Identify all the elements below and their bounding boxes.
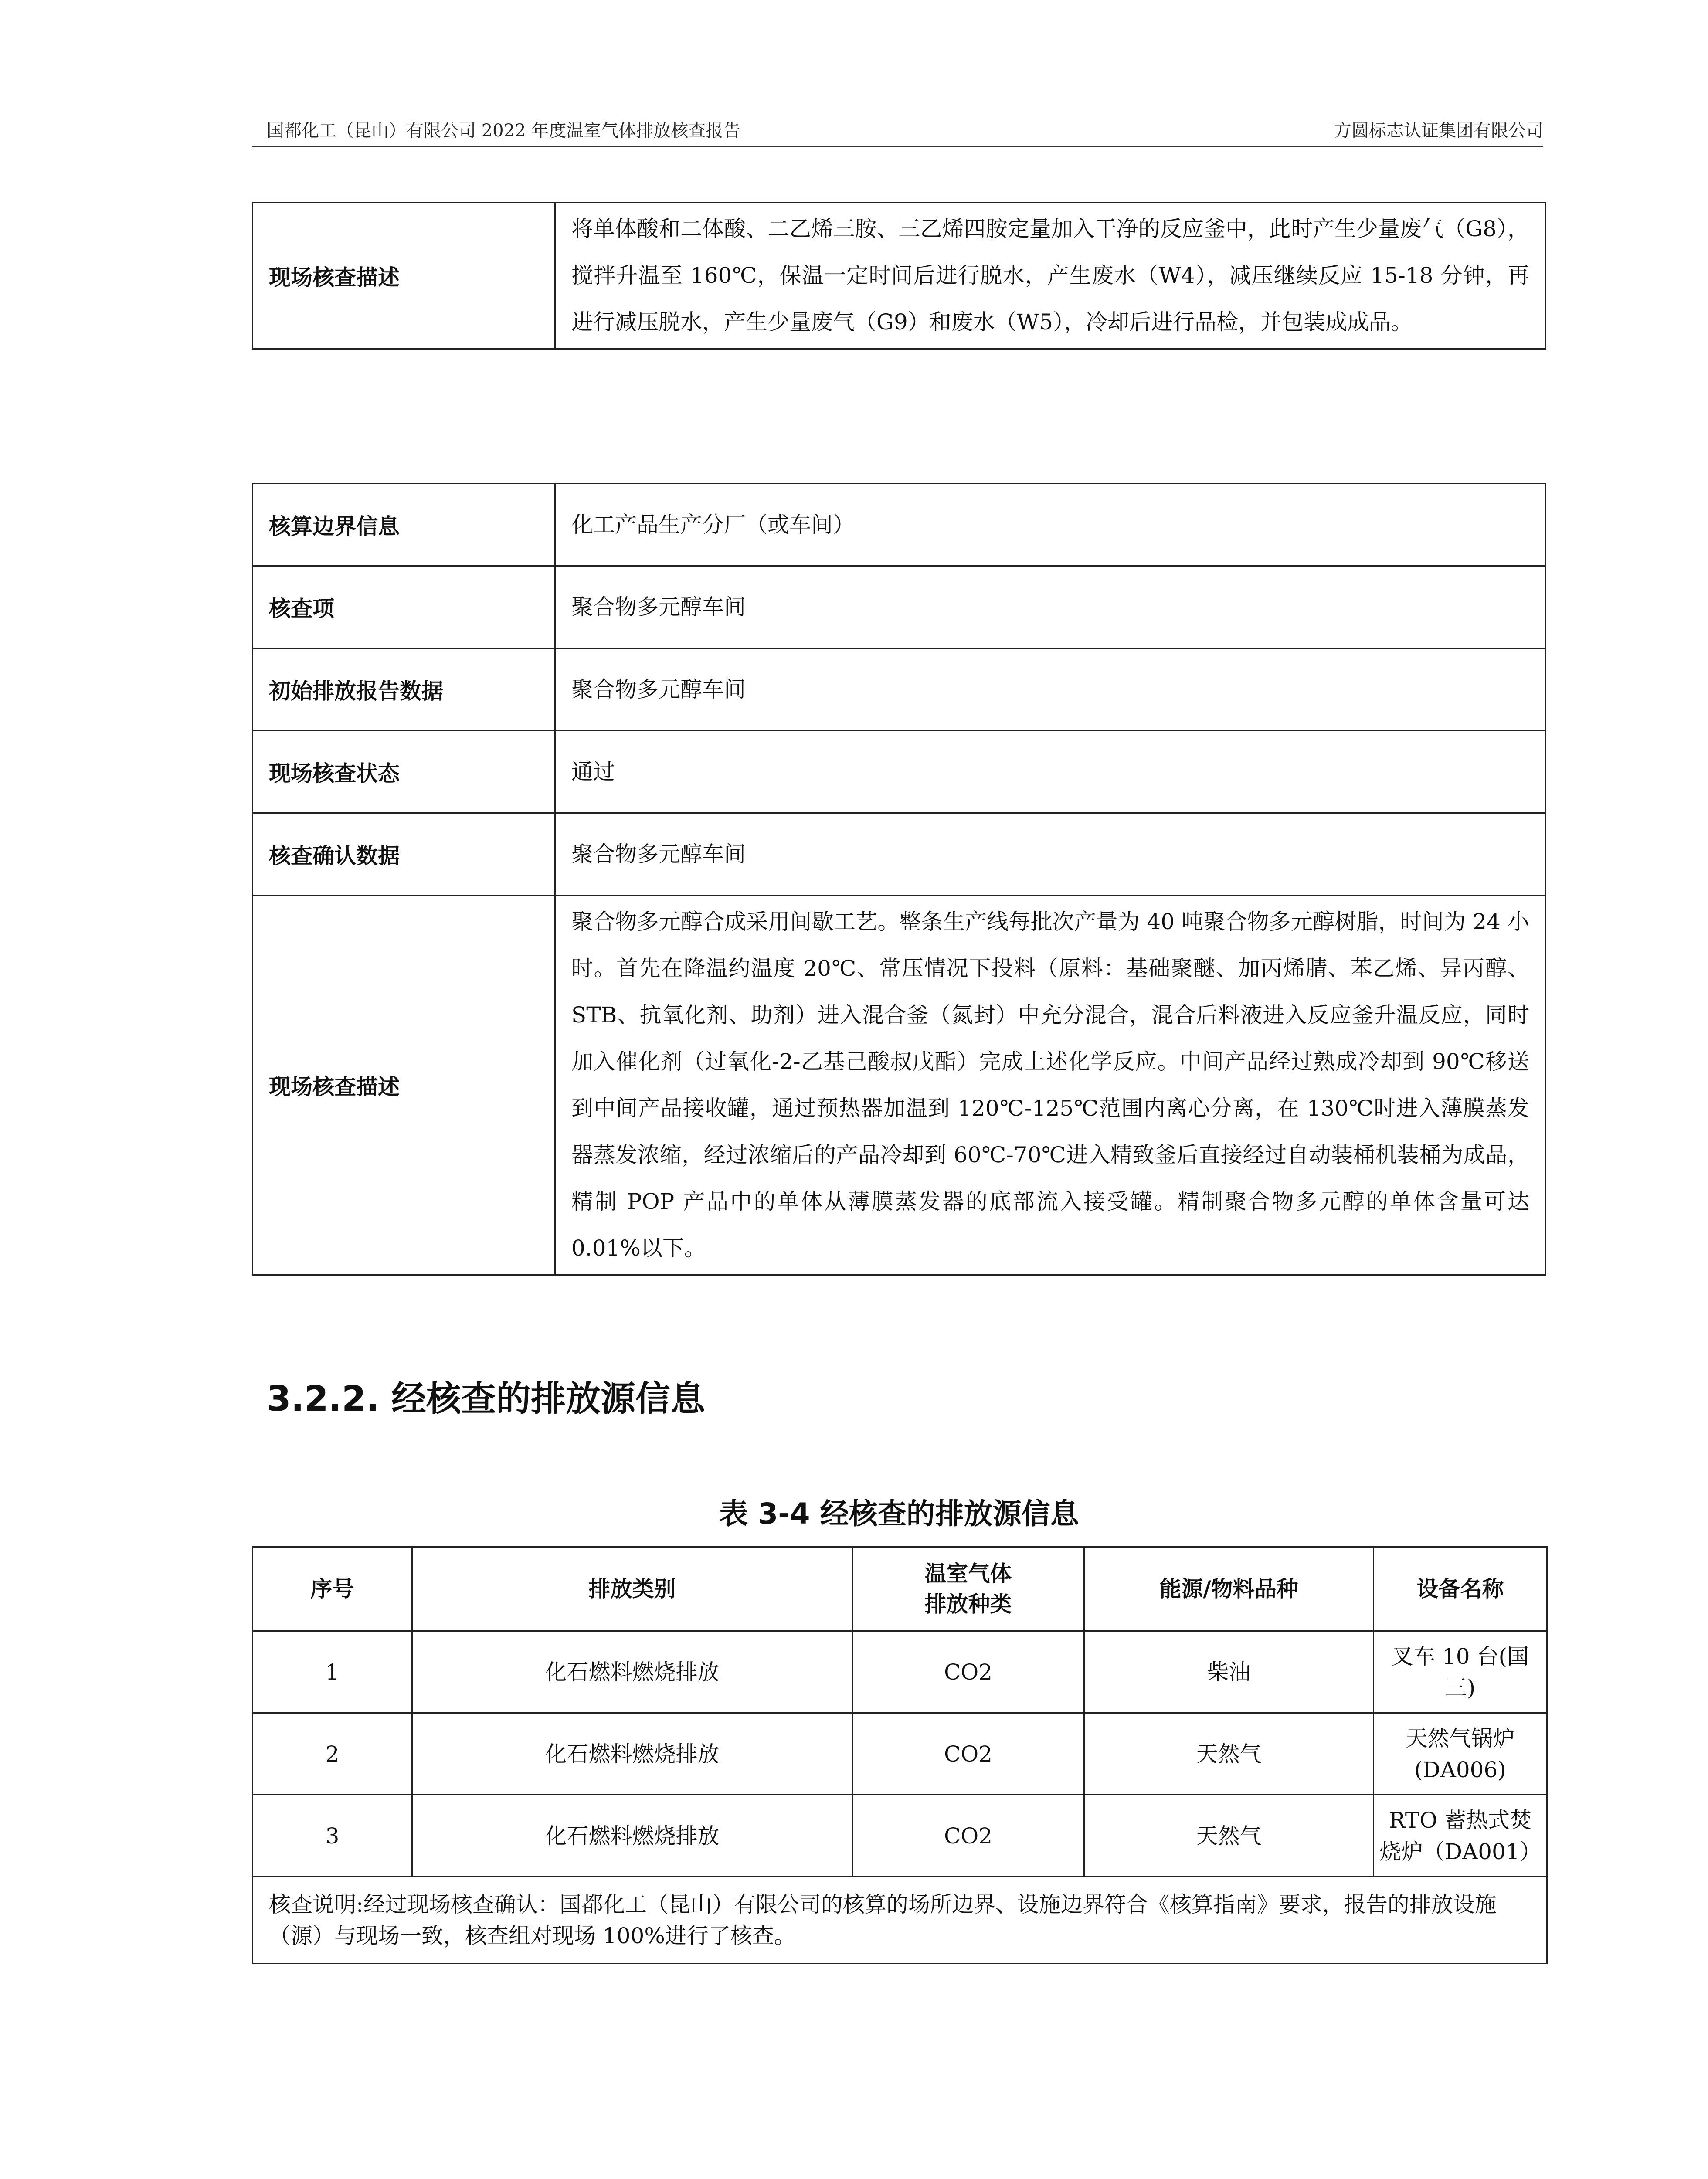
table-row: [253, 896, 1546, 1275]
row-value: 化工产品生产分厂（或车间）: [555, 484, 1546, 566]
cell-category: 化石燃料燃烧排放: [412, 1795, 852, 1877]
table-row: [253, 731, 1546, 813]
cell-equipment: 天然气锅炉(DA006): [1374, 1713, 1547, 1795]
row-label: 初始排放报告数据: [253, 648, 555, 731]
emission-source-table: [252, 1546, 1548, 1964]
header-rule: [252, 146, 1543, 147]
row-label: 现场核查描述: [253, 896, 555, 1275]
row-value: 通过: [555, 731, 1546, 813]
cell-no: 1: [253, 1631, 412, 1713]
cell-fuel: 天然气: [1084, 1795, 1374, 1877]
row-label: 核查项: [253, 566, 555, 648]
row-value: 聚合物多元醇车间: [555, 566, 1546, 648]
table-header-row: [253, 1547, 1547, 1631]
process-table-2: [252, 483, 1546, 1276]
cell-equipment: 叉车 10 台(国三): [1374, 1631, 1547, 1713]
row-value: 聚合物多元醇车间: [555, 648, 1546, 731]
header-right: 方圆标志认证集团有限公司: [1334, 121, 1543, 141]
cell-no: 3: [253, 1795, 412, 1877]
verification-note: 核查说明:经过现场核查确认：国都化工（昆山）有限公司的核算的场所边界、设施边界符合《核算指南》要求，报告的排放设施（源）与现场一致，核查组对现场 100%进行了核查。: [253, 1877, 1547, 1964]
row-value: 聚合物多元醇合成采用间歇工艺。整条生产线每批次产量为 40 吨聚合物多元醇树脂，时间为 24 小时。首先在降温约温度 20℃、常压情况下投料（原料：基础聚醚、加丙烯腈、苯乙烯、异丙醇、STB、抗氧化剂、助剂）进入混合釜（氮封）中充分混合，混合后料液进入反应釜升温反应，同时加入催化剂（过氧化-2-乙基己酸叔戊酯）完成上述化学反应。中间产品经过熟成冷却到 90℃移送到中间产品接收罐，通过预热器加温到 120℃-125℃范围内离心分离，在 130℃时进入薄膜蒸发器蒸发浓缩，经过浓缩后的产品冷却到 60℃-70℃进入精致釜后直接经过自动装桶机装桶为成品，精制 POP 产品中的单体从薄膜蒸发器的底部流入接受罐。精制聚合物多元醇的单体含量可达 0.01%以下。: [555, 896, 1546, 1275]
table-row: [253, 1631, 1547, 1713]
row-value: 聚合物多元醇车间: [555, 813, 1546, 896]
cell-gas: CO2: [852, 1795, 1084, 1877]
table-row: [253, 484, 1546, 566]
cell-category: 化石燃料燃烧排放: [412, 1713, 852, 1795]
cell-fuel: 天然气: [1084, 1713, 1374, 1795]
header-fuel: 能源/物料品种: [1084, 1547, 1374, 1631]
cell-gas: CO2: [852, 1713, 1084, 1795]
table-row: [253, 1795, 1547, 1877]
row-label: 现场核查状态: [253, 731, 555, 813]
cell-category: 化石燃料燃烧排放: [412, 1631, 852, 1713]
header-no: 序号: [253, 1547, 412, 1631]
header-equipment: 设备名称: [1374, 1547, 1547, 1631]
table-row: [253, 566, 1546, 648]
header-left: 国都化工（昆山）有限公司 2022 年度温室气体排放核查报告: [267, 121, 741, 141]
cell-equipment: RTO 蓄热式焚烧炉（DA001）: [1374, 1795, 1547, 1877]
header-gas: [852, 1547, 1084, 1631]
header-category: 排放类别: [412, 1547, 852, 1631]
cell-no: 2: [253, 1713, 412, 1795]
table-caption: 表 3-4 经核查的排放源信息: [719, 1497, 1079, 1531]
cell-fuel: 柴油: [1084, 1631, 1374, 1713]
table-row: [253, 648, 1546, 731]
table-row: [253, 203, 1546, 349]
row-value: 将单体酸和二体酸、二乙烯三胺、三乙烯四胺定量加入干净的反应釜中，此时产生少量废气（G8），搅拌升温至 160℃，保温一定时间后进行脱水，产生废水（W4），减压继续反应 15-18 分钟，再进行减压脱水，产生少量废气（G9）和废水（W5），冷却后进行品检，并包装成成品。: [555, 203, 1546, 349]
header-gas-line2: 排放种类: [924, 1592, 1012, 1617]
row-label: 核算边界信息: [253, 484, 555, 566]
row-label: 现场核查描述: [253, 203, 555, 349]
table-note-row: [253, 1877, 1547, 1964]
table-row: [253, 1713, 1547, 1795]
header-gas-line1: 温室气体: [924, 1561, 1012, 1586]
table-row: [253, 813, 1546, 896]
process-table-1: [252, 202, 1546, 350]
row-label: 核查确认数据: [253, 813, 555, 896]
section-heading: 3.2.2. 经核查的排放源信息: [267, 1378, 706, 1419]
cell-gas: CO2: [852, 1631, 1084, 1713]
